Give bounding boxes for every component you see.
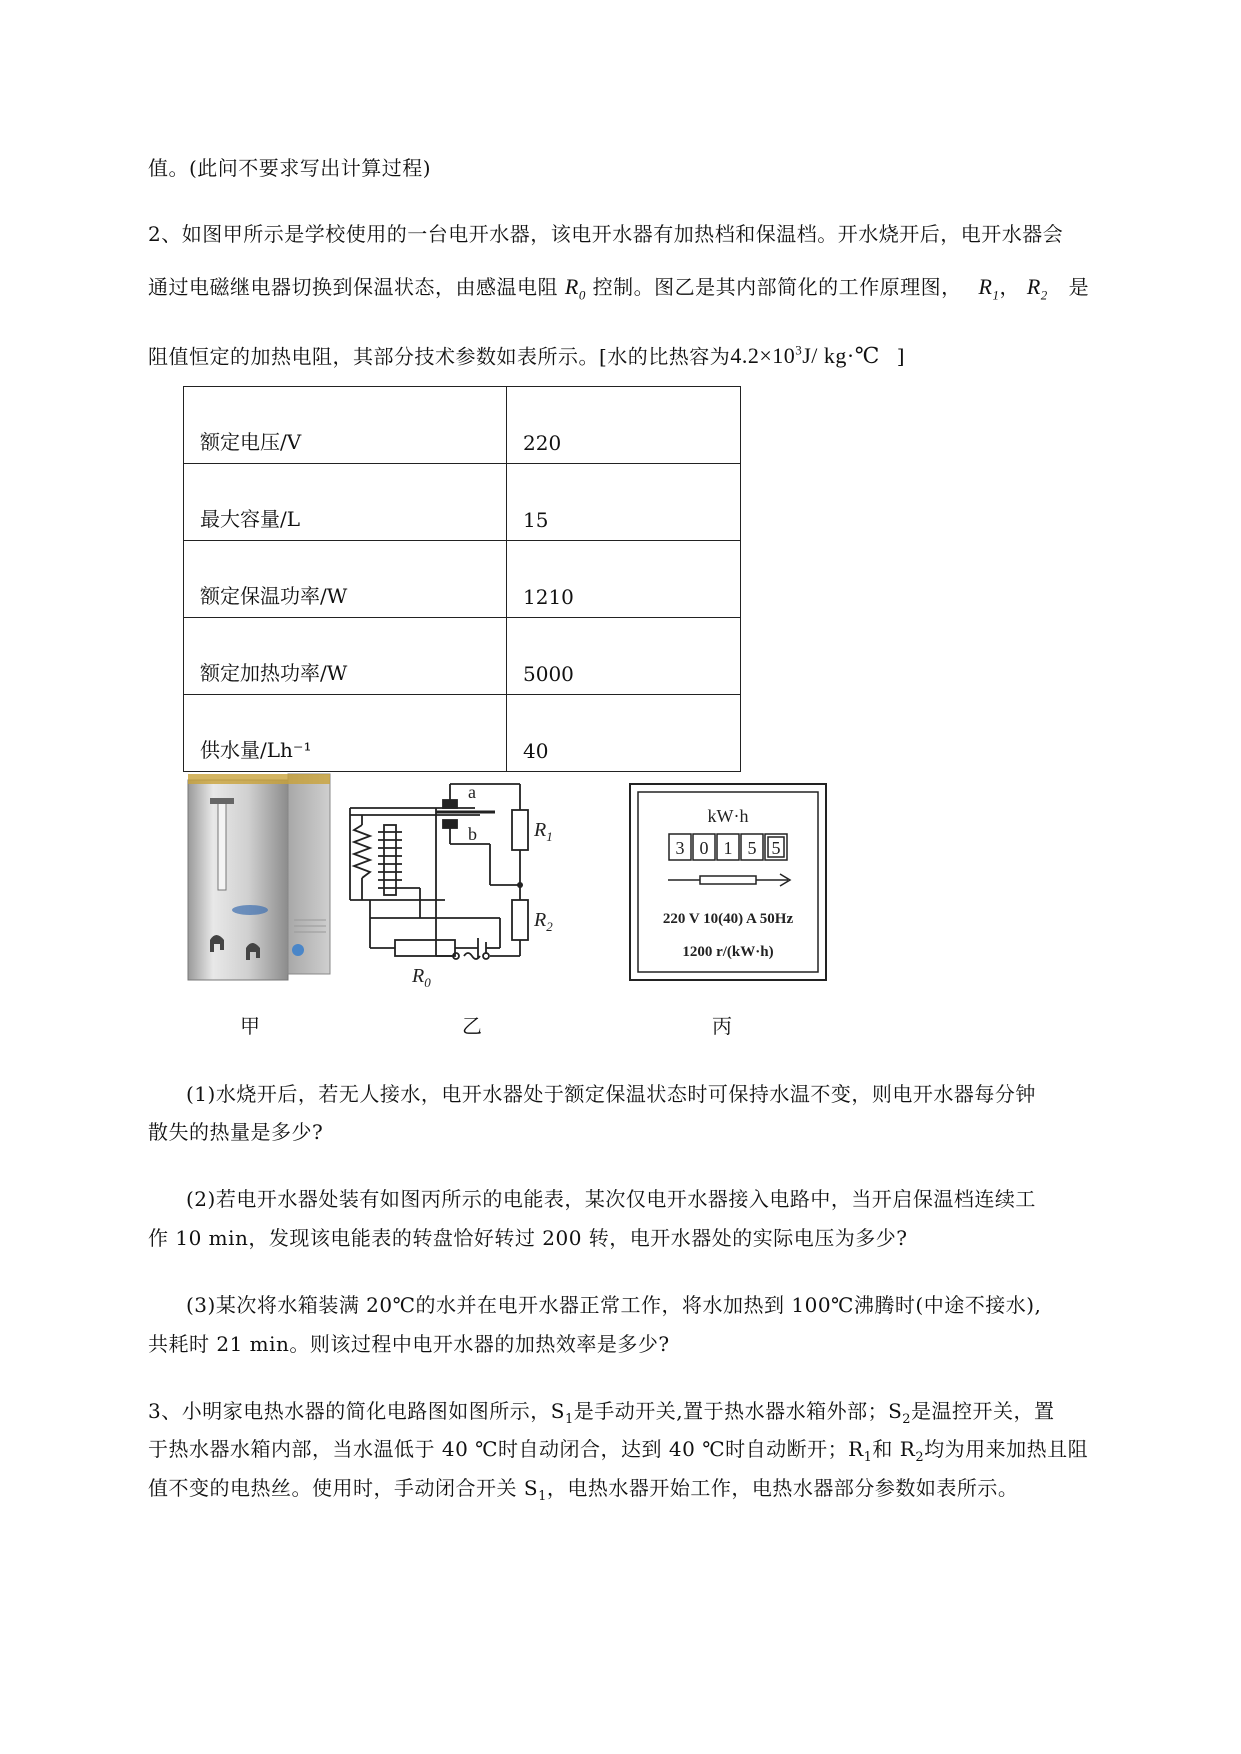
spec-table xyxy=(183,386,741,772)
spec-label: 最大容量/L xyxy=(184,464,507,541)
spec-value: 5000 xyxy=(507,618,741,695)
meter-revolutions: 1200 r/(kW·h) xyxy=(682,944,774,960)
resistor-r1-label: $R_1$ xyxy=(534,819,553,844)
spec-label: 额定加热功率/W xyxy=(184,618,507,695)
spec-table-row xyxy=(184,618,741,695)
sub-question-3-line-2: 共耗时 21 min。则该过程中电开水器的加热效率是多少? xyxy=(148,1332,670,1356)
meter-spec: 220 V 10(40) A 50Hz xyxy=(662,911,794,927)
comma: ， xyxy=(999,275,1020,299)
spec-table-row xyxy=(184,541,741,618)
electricity-meter xyxy=(628,782,828,982)
spec-label: 额定电压/V xyxy=(184,387,507,464)
text-span: 通过电磁继电器切换到保温状态，由感温电阻 xyxy=(148,275,558,299)
specific-heat-value: $4.2\times 10^3J/$ kg·℃ xyxy=(730,343,880,369)
meter-digit: 5 xyxy=(747,838,757,858)
meter-digit: 1 xyxy=(723,838,733,858)
boiler-illustration xyxy=(180,770,340,990)
spec-value: 220 xyxy=(507,387,741,464)
text-line-intro: 值。(此问不要求写出计算过程) xyxy=(148,156,432,180)
spec-table-row xyxy=(184,464,741,541)
question-3-line-1: 3、小明家电热水器的简化电路图如图所示，$S_1$是手动开关,置于热水器水箱外部；$S_2$是温控开关，置 xyxy=(148,1399,1055,1427)
question-3-line-3: 值不变的电热丝。使用时，手动闭合开关 $S_1$，电热水器开始工作，电热水器部分参数如表所示。 xyxy=(148,1476,1019,1504)
spec-table-row xyxy=(184,387,741,464)
spec-value: 15 xyxy=(507,464,741,541)
bracket: ] xyxy=(896,344,906,369)
circuit-diagram xyxy=(340,770,630,990)
contact-a-label: a xyxy=(468,782,476,802)
text-span: 控制。图乙是其内部简化的工作原理图， xyxy=(592,275,962,299)
text-span: 阻值恒定的加热电阻，其部分技术参数如表所示。[水的比热容为 xyxy=(148,344,731,369)
resistor-r0-label: $R_0$ xyxy=(412,965,431,990)
question-2-line-3 xyxy=(148,336,1148,371)
text-span: 是 xyxy=(1068,275,1090,299)
caption-yi: 乙 xyxy=(462,1014,482,1038)
sub-question-1-line-1: (1)水烧开后，若无人接水，电开水器处于额定保温状态时可保持水温不变，则电开水器每分钟 xyxy=(186,1082,1036,1106)
symbol-r1: $R_1$ xyxy=(978,274,1000,303)
spec-value: 1210 xyxy=(507,541,741,618)
sub-question-2-line-1: (2)若电开水器处装有如图丙所示的电能表，某次仅电开水器接入电路中，当开启保温档连续工 xyxy=(186,1187,1036,1211)
question-2-line-1: 2、如图甲所示是学校使用的一台电开水器，该电开水器有加热档和保温档。开水烧开后，电开水器会 xyxy=(148,222,1064,246)
question-2-line-2 xyxy=(148,272,1148,310)
spec-label: 额定保温功率/W xyxy=(184,541,507,618)
spec-label: 供水量/Lh⁻¹ xyxy=(184,695,507,772)
sub-question-1-line-2: 散失的热量是多少? xyxy=(148,1120,324,1144)
meter-unit: kW·h xyxy=(707,806,749,826)
meter-digit: 0 xyxy=(699,838,709,858)
resistor-r2-label: $R_2$ xyxy=(534,909,553,934)
spec-value: 40 xyxy=(507,695,741,772)
caption-bing: 丙 xyxy=(712,1014,732,1038)
symbol-r0: $R_0$ xyxy=(564,274,586,303)
question-3-line-2: 于热水器水箱内部，当水温低于 40 ℃时自动闭合，达到 40 ℃时自动断开；$R_1$和 $R_2$均为用来加热且阻 xyxy=(148,1437,1089,1465)
sub-question-2-line-2: 作 10 min，发现该电能表的转盘恰好转过 200 转，电开水器处的实际电压为多少? xyxy=(148,1226,908,1250)
meter-digit: 5 xyxy=(771,838,781,858)
contact-b-label: b xyxy=(468,824,477,844)
meter-digit: 3 xyxy=(675,838,685,858)
sub-question-3-line-1: (3)某次将水箱装满 20℃的水并在电开水器正常工作，将水加热到 100℃沸腾时(中途不接水), xyxy=(186,1293,1042,1317)
spec-table-row xyxy=(184,695,741,772)
caption-jia: 甲 xyxy=(240,1014,260,1038)
symbol-r2: $R_2$ xyxy=(1026,274,1048,303)
